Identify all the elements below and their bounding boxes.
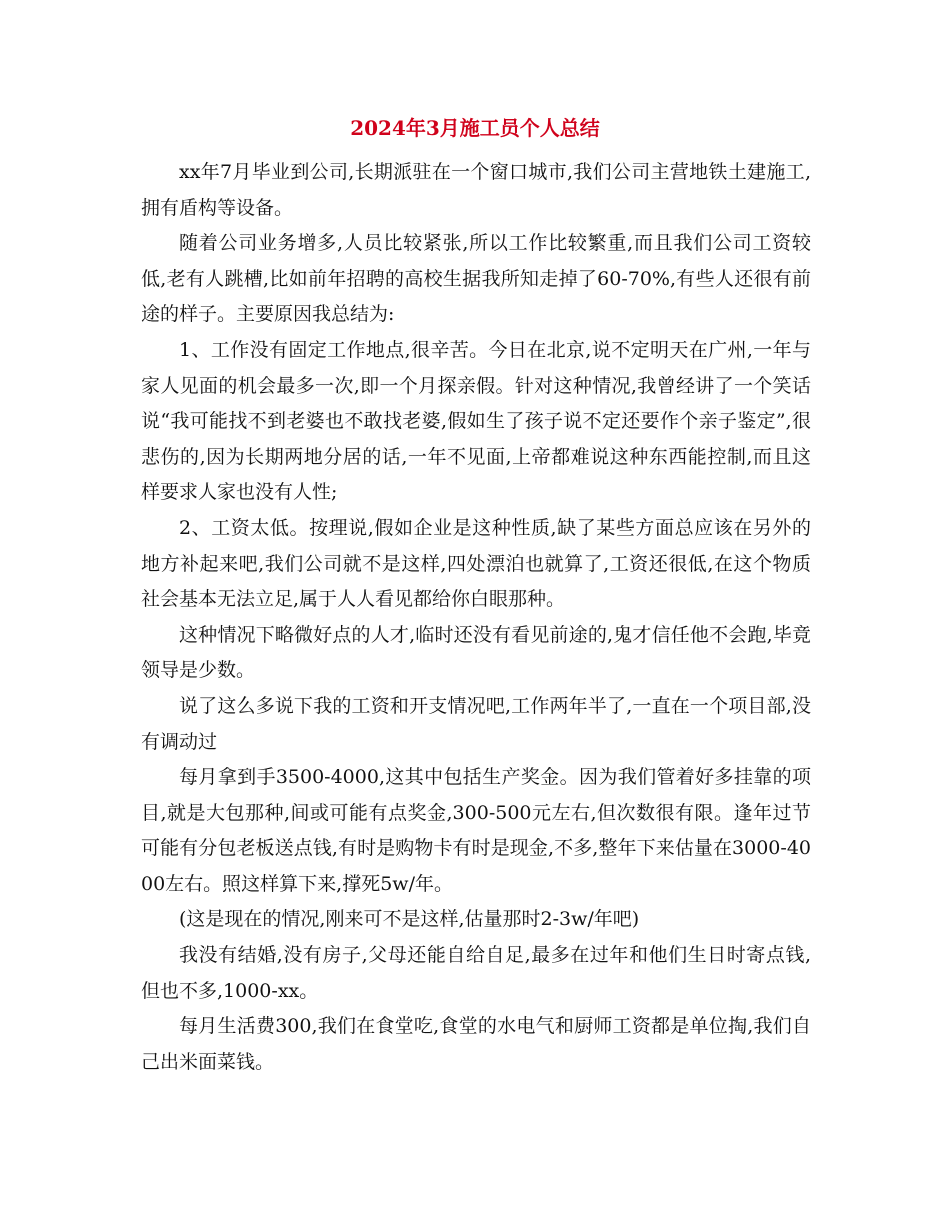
paragraph-6: 说了这么多说下我的工资和开支情况吧,工作两年半了,一直在一个项目部,没有调动过 bbox=[141, 694, 811, 753]
paragraph-5: 这种情况下略微好点的人才,临时还没有看见前途的,鬼才信任他不会跑,毕竟领导是少数。 bbox=[141, 623, 811, 682]
paragraph-2: 随着公司业务增多,人员比较紧张,所以工作比较繁重,而且我们公司工资较低,老有人跳槽,比如前年招聘的高校生据我所知走掉了60-70%,有些人还很有前途的样子。主要原因我总结为: bbox=[141, 232, 811, 326]
paragraph-8: (这是现在的情况,刚来可不是这样,估量那时2-3w/年吧) bbox=[179, 908, 640, 931]
paragraph-1: xx年7月毕业到公司,长期派驻在一个窗口城市,我们公司主营地铁土建施工,拥有盾构等设备。 bbox=[141, 161, 811, 219]
paragraph-9: 我没有结婚,没有房子,父母还能自给自足,最多在过年和他们生日时寄点钱,但也不多,1000-xx。 bbox=[141, 944, 811, 1002]
paragraph-4: 2、工资太低。按理说,假如企业是这种性质,缺了某些方面总应该在另外的地方补起来吧,我们公司就不是这样,四处漂泊也就算了,工资还很低,在这个物质社会基本无法立足,属于人人看见都给你白眼那种。 bbox=[141, 516, 811, 611]
document-title: 2024年3月施工员个人总结 bbox=[350, 116, 600, 140]
paragraph-3: 1、工作没有固定工作地点,很辛苦。今日在北京,说不定明天在广州,一年与家人见面的机会最多一次,即一个月探亲假。针对这种情况,我曾经讲了一个笑话说“我可能找不到老婆也不敢找老婆,假如生了孩子说不定还要作个亲子鉴定”,很悲伤的,因为长期两地分居的话,一年不见面,上帝都难说这种东西能控制,而且这样要求人家也没有人性; bbox=[141, 338, 811, 504]
paragraph-7: 每月拿到手3500-4000,这其中包括生产奖金。因为我们管着好多挂靠的项目,就是大包那种,间或可能有点奖金,300-500元左右,但次数很有限。逢年过节可能有分包老板送点钱,有时是购物卡有时是现金,不多,整年下来估量在3000-4000左右。照这样算下来,撑死5w/年。 bbox=[141, 766, 811, 895]
paragraph-10: 每月生活费300,我们在食堂吃,食堂的水电气和厨师工资都是单位掏,我们自己出米面菜钱。 bbox=[141, 1015, 811, 1073]
document-body bbox=[141, 155, 811, 1080]
